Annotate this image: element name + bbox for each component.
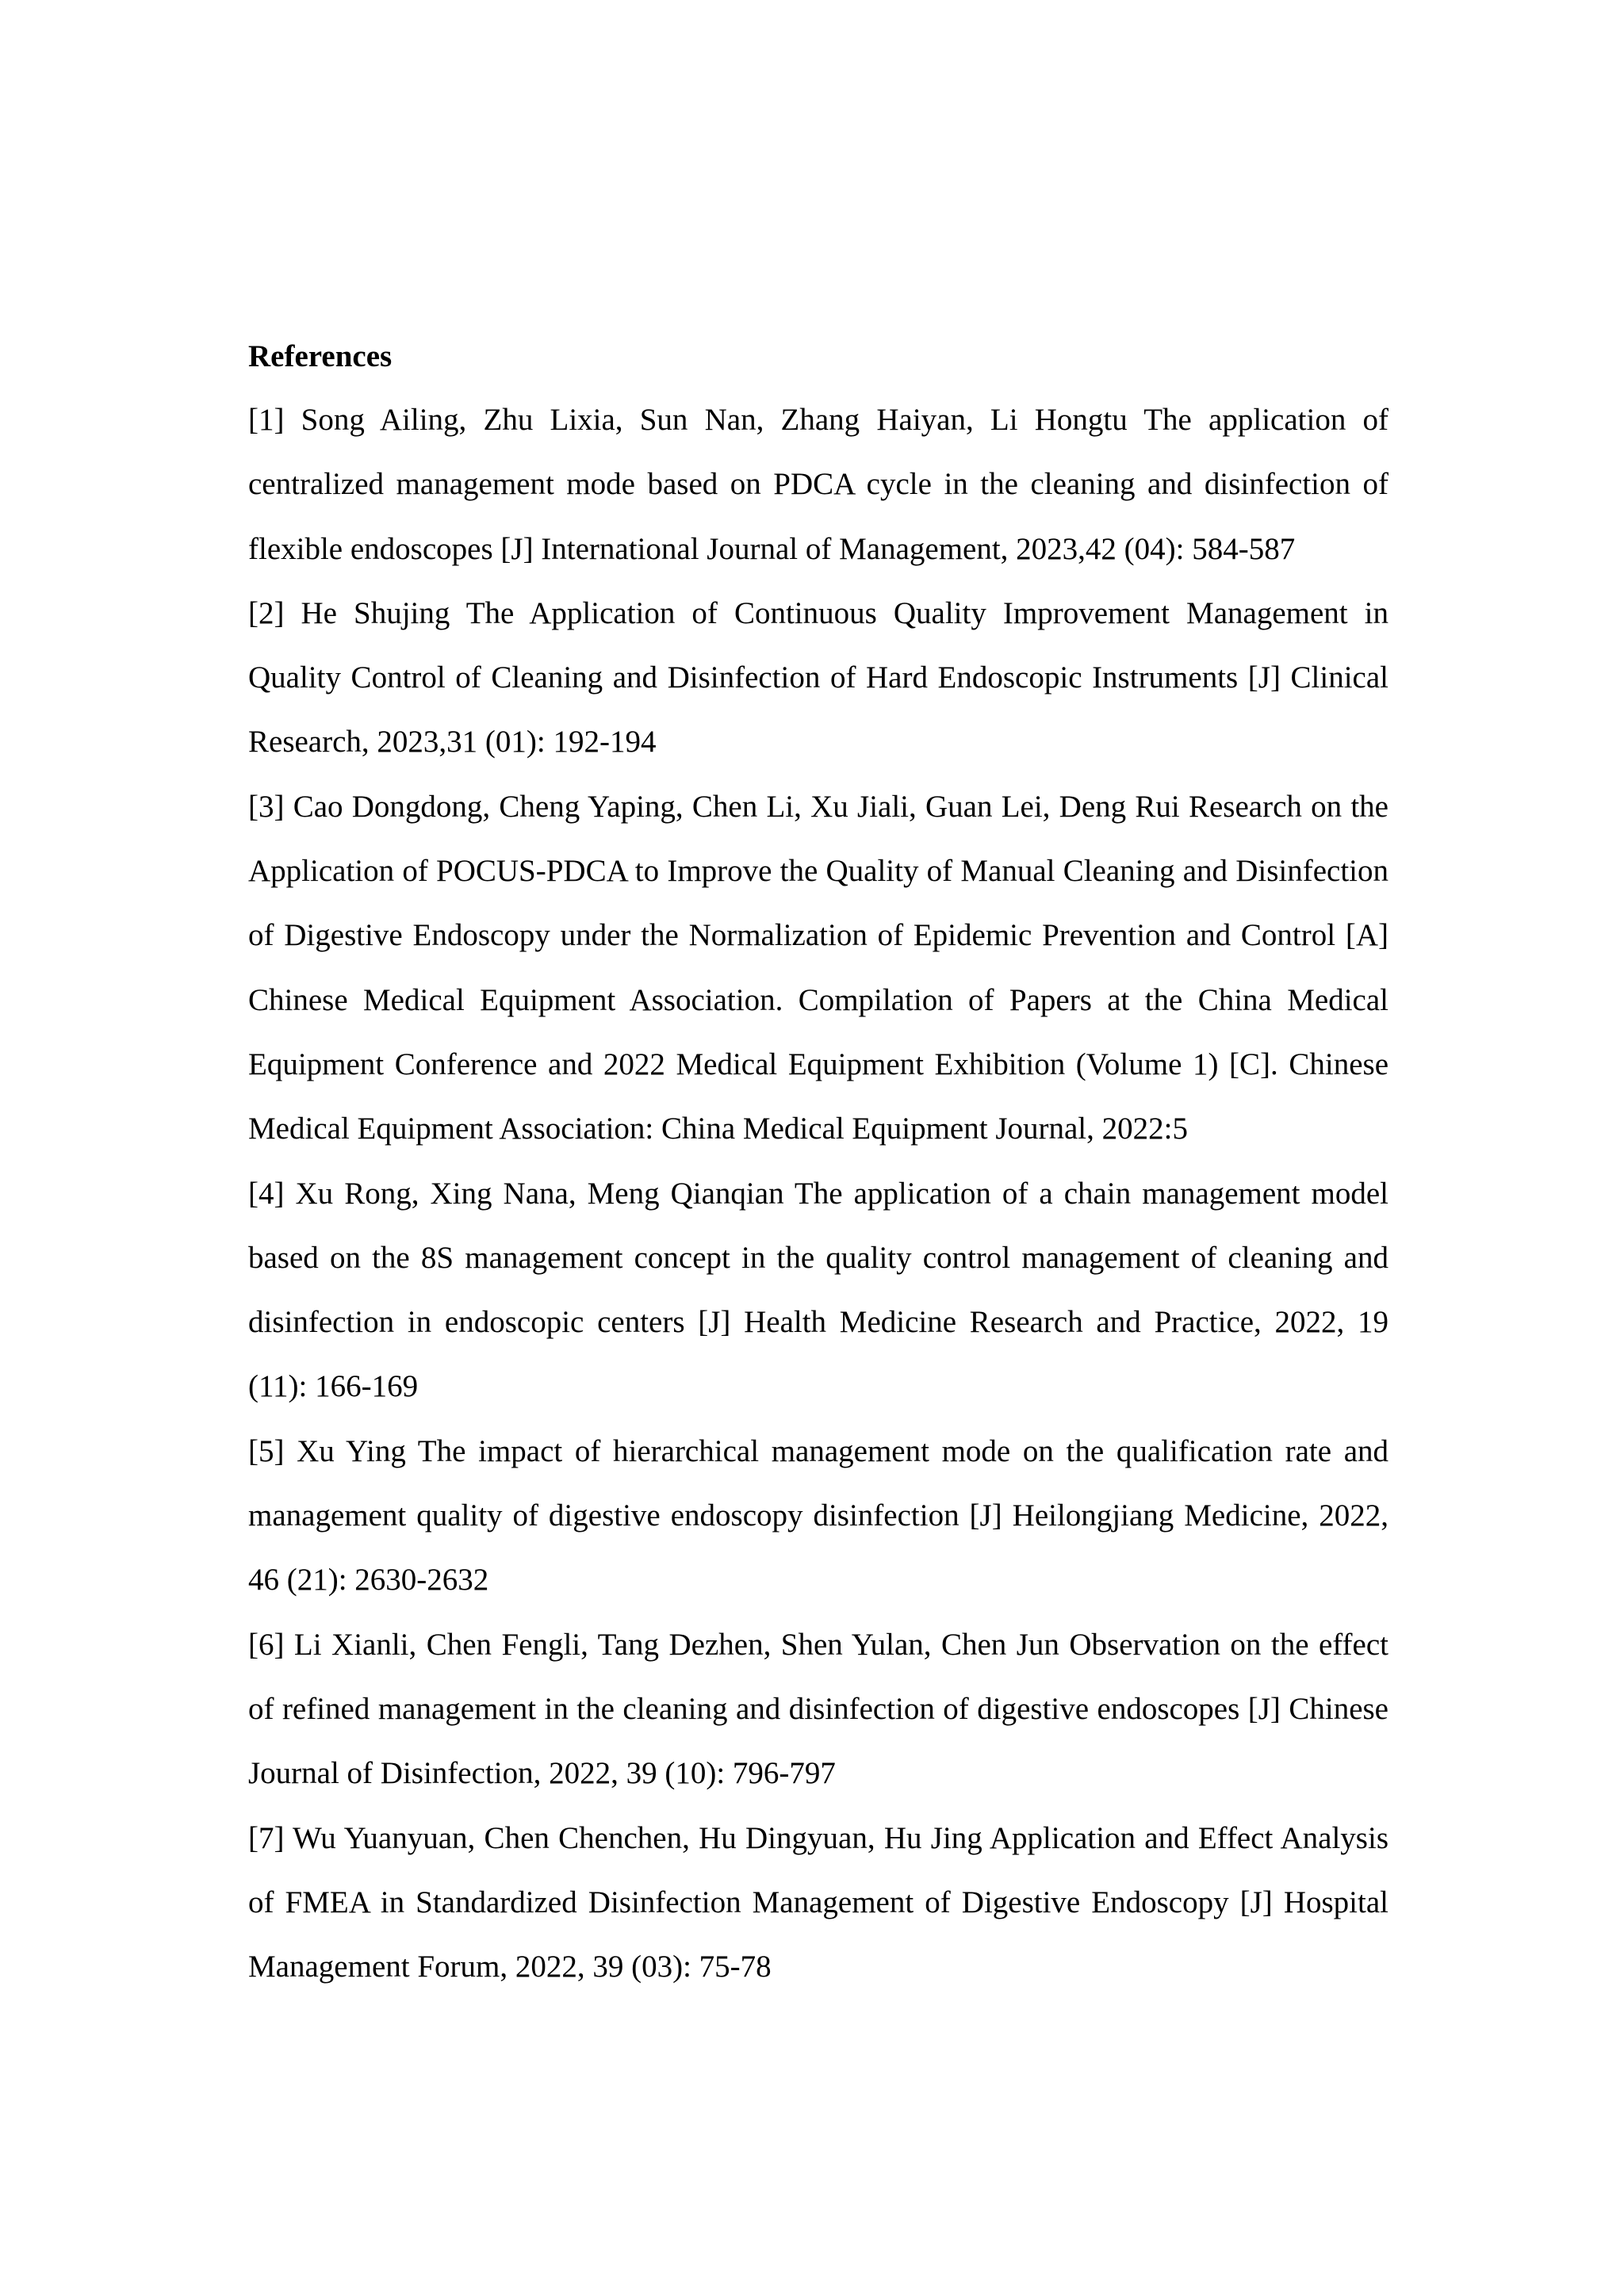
reference-item-3: [3] Cao Dongdong, Cheng Yaping, Chen Li, Xu Jiali, Guan Lei, Deng Rui Research on the Application of POCUS-PDCA to Improve the Quality of Manual Cleaning and Disinfection of Digestive Endoscopy under the Normalization of Epidemic Prevention and Control [A] Chinese Medical Equipment Association. Compilation of Papers at the China Medical Equipment Conference and 2022 Medical Equipment Exhibition (Volume 1) [C]. Chinese Medical Equipment Association: China Medical Equipment Journal, 2022:5 (248, 789, 1388, 1146)
reference-item-2: [2] He Shujing The Application of Continuous Quality Improvement Management in Quality Control of Cleaning and Disinfection of Hard Endoscopic Instruments [J] Clinical Research, 2023,31 (01): 192-194 (248, 595, 1388, 760)
references-heading: References (248, 339, 393, 373)
reference-item-1: [1] Song Ailing, Zhu Lixia, Sun Nan, Zhang Haiyan, Li Hongtu The application of centralized management mode based on PDCA cycle in the cleaning and disinfection of flexible endoscopes [J] International Journal of Management, 2023,42 (04): 584-587 (248, 403, 1388, 566)
page-content (248, 337, 1388, 1999)
reference-item-6: [6] Li Xianli, Chen Fengli, Tang Dezhen, Shen Yulan, Chen Jun Observation on the effect of refined management in the cleaning and disinfection of digestive endoscopes [J] Chinese Journal of Disinfection, 2022, 39 (10): 796-797 (248, 1627, 1388, 1791)
reference-item-7: [7] Wu Yuanyuan, Chen Chenchen, Hu Dingyuan, Hu Jing Application and Effect Analysis of FMEA in Standardized Disinfection Management of Digestive Endoscopy [J] Hospital Management Forum, 2022, 39 (03): 75-78 (248, 1820, 1388, 1984)
reference-list (248, 388, 1388, 1999)
reference-item-5: [5] Xu Ying The impact of hierarchical management mode on the qualification rate and management quality of digestive endoscopy disinfection [J] Heilongjiang Medicine, 2022, 46 (21): 2630-2632 (248, 1433, 1388, 1598)
reference-item-4: [4] Xu Rong, Xing Nana, Meng Qianqian The application of a chain management model based on the 8S management concept in the quality control management of cleaning and disinfection in endoscopic centers [J] Health Medicine Research and Practice, 2022, 19 (11): 166-169 (248, 1176, 1388, 1404)
